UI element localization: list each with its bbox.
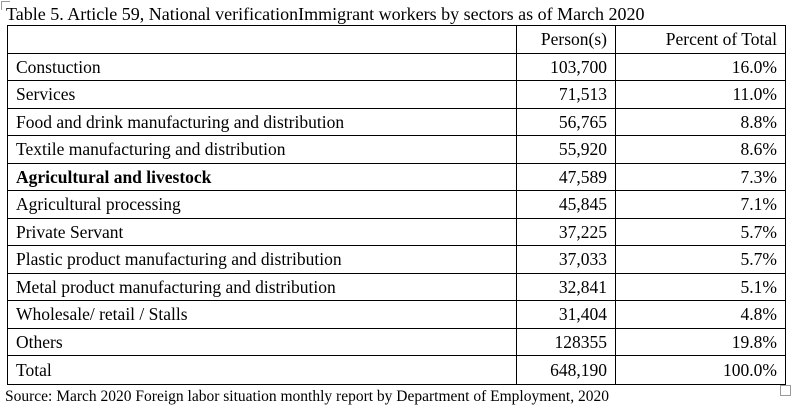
table-row: [8, 246, 786, 274]
persons-cell: 55,920: [517, 136, 616, 164]
table-row: [8, 163, 786, 191]
percent-cell: 5.7%: [616, 218, 786, 246]
percent-cell: 16.0%: [616, 53, 786, 81]
sector-cell: Textile manufacturing and distribution: [8, 136, 517, 164]
source-note: Source: March 2020 Foreign labor situation monthly report by Department of Employment, 2020: [5, 388, 609, 405]
table-row: [8, 273, 786, 301]
sector-cell: Metal product manufacturing and distribution: [8, 273, 517, 301]
sector-cell: Plastic product manufacturing and distribution: [8, 246, 517, 274]
header-sector: [8, 26, 517, 54]
persons-cell: 32,841: [517, 273, 616, 301]
sector-cell: Private Servant: [8, 218, 517, 246]
header-persons: Person(s): [517, 26, 616, 54]
table-caption: Table 5. Article 59, National verificationImmigrant workers by sectors as of March 2020: [6, 4, 645, 24]
resize-handle-icon[interactable]: [780, 385, 791, 396]
header-percent: Percent of Total: [616, 26, 786, 54]
percent-cell: 5.7%: [616, 246, 786, 274]
percent-cell: 5.1%: [616, 273, 786, 301]
percent-cell: 8.6%: [616, 136, 786, 164]
table-row: [8, 53, 786, 81]
sector-cell: Wholesale/ retail / Stalls: [8, 301, 517, 329]
table-row: [8, 81, 786, 109]
percent-cell: 19.8%: [616, 328, 786, 356]
persons-cell: 37,033: [517, 246, 616, 274]
persons-cell: 103,700: [517, 53, 616, 81]
table-row: [8, 191, 786, 219]
table-header-row: [8, 26, 786, 54]
table-row: [8, 136, 786, 164]
persons-cell: 45,845: [517, 191, 616, 219]
sector-cell: Total: [8, 356, 517, 385]
percent-cell: 7.3%: [616, 163, 786, 191]
percent-cell: 100.0%: [616, 356, 786, 385]
percent-cell: 4.8%: [616, 301, 786, 329]
persons-cell: 47,589: [517, 163, 616, 191]
table-row: [8, 218, 786, 246]
sector-cell: Food and drink manufacturing and distribution: [8, 108, 517, 136]
persons-cell: 648,190: [517, 356, 616, 385]
sector-cell: Constuction: [8, 53, 517, 81]
persons-cell: 128355: [517, 328, 616, 356]
percent-cell: 8.8%: [616, 108, 786, 136]
sector-cell: Agricultural and livestock: [8, 163, 517, 191]
sector-cell: Services: [8, 81, 517, 109]
persons-cell: 37,225: [517, 218, 616, 246]
persons-cell: 31,404: [517, 301, 616, 329]
percent-cell: 7.1%: [616, 191, 786, 219]
table-row: [8, 301, 786, 329]
table-row: [8, 108, 786, 136]
percent-cell: 11.0%: [616, 81, 786, 109]
table-row: [8, 328, 786, 356]
persons-cell: 56,765: [517, 108, 616, 136]
sector-cell: Agricultural processing: [8, 191, 517, 219]
persons-cell: 71,513: [517, 81, 616, 109]
sector-cell: Others: [8, 328, 517, 356]
sector-table: [7, 25, 786, 385]
table-row: [8, 356, 786, 385]
